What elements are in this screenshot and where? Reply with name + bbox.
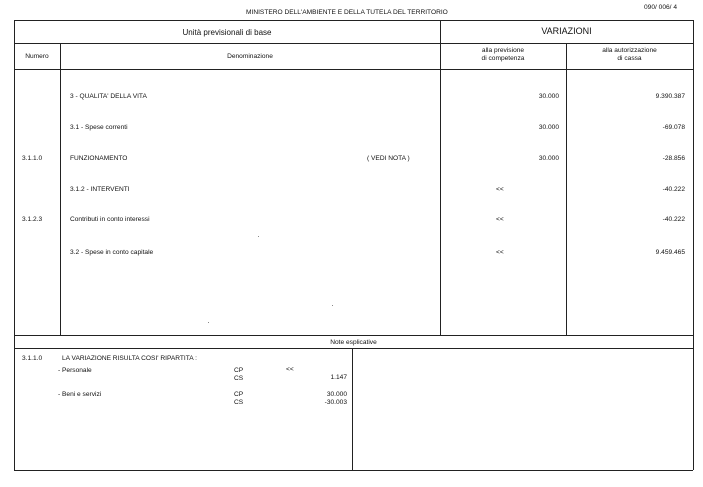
table-right-border bbox=[693, 20, 694, 470]
row-competenza: 30.000 bbox=[538, 155, 559, 162]
ministry-title: MINISTERO DELL'AMBIENTE E DELLA TUTELA DEL TERRITORIO bbox=[246, 9, 448, 16]
header-divider bbox=[14, 43, 693, 44]
upb-header: Unità previsionali di base bbox=[182, 28, 272, 37]
row-competenza: 30.000 bbox=[538, 124, 559, 131]
subheader-divider bbox=[14, 69, 693, 70]
scan-speck bbox=[258, 236, 259, 237]
numero-column-divider bbox=[60, 43, 61, 335]
notes-heading: LA VARIAZIONE RISULTA COSI' RIPARTITA : bbox=[62, 355, 197, 362]
row-denominazione: FUNZIONAMENTO bbox=[70, 155, 128, 162]
variazioni-header: VARIAZIONI bbox=[541, 26, 592, 36]
table-bottom-border bbox=[14, 470, 693, 471]
notes-cs-label: CS bbox=[234, 375, 244, 382]
variazioni-divider bbox=[440, 20, 441, 335]
denominazione-header: Denominazione bbox=[227, 53, 273, 60]
notes-cp-value: 30.000 bbox=[326, 391, 347, 398]
row-cassa: -40.222 bbox=[662, 186, 685, 193]
row-cassa: -40.222 bbox=[662, 216, 685, 223]
notes-item-label: - Personale bbox=[58, 367, 92, 374]
competenza-header-line1: alla previsione bbox=[481, 47, 525, 54]
body-bottom-border bbox=[14, 335, 693, 336]
row-cassa: 9.459.465 bbox=[655, 249, 685, 256]
page-code: 090/ 006/ 4 bbox=[644, 4, 677, 11]
numero-header: Numero bbox=[25, 53, 49, 60]
row-cassa: -69.078 bbox=[662, 124, 685, 131]
notes-cp-value: << bbox=[286, 366, 294, 373]
row-competenza: 30.000 bbox=[538, 93, 559, 100]
notes-split-divider bbox=[352, 348, 353, 470]
scan-speck bbox=[332, 305, 333, 306]
row-competenza: << bbox=[496, 216, 504, 223]
row-cassa: -28.856 bbox=[662, 155, 685, 162]
row-denominazione: 3.1 - Spese correnti bbox=[70, 124, 128, 131]
scan-speck bbox=[208, 322, 209, 323]
row-denominazione: 3.1.2 - INTERVENTI bbox=[70, 186, 130, 193]
row-competenza: << bbox=[496, 186, 504, 193]
notes-cp-label: CP bbox=[234, 367, 244, 374]
notes-cs-value: -30.003 bbox=[324, 399, 347, 406]
notes-title-divider bbox=[14, 348, 693, 349]
notes-cs-value: 1.147 bbox=[330, 374, 347, 381]
notes-cp-label: CP bbox=[234, 391, 244, 398]
notes-cs-label: CS bbox=[234, 399, 244, 406]
row-denominazione: 3.2 - Spese in conto capitale bbox=[70, 249, 154, 256]
table-left-border bbox=[14, 20, 15, 470]
cassa-header-line2: di cassa bbox=[617, 55, 642, 62]
row-denominazione: 3 - QUALITA' DELLA VITA bbox=[70, 93, 147, 100]
cassa-header-line1: alla autorizzazione bbox=[602, 47, 657, 54]
notes-title: Note esplicative bbox=[330, 339, 377, 346]
row-competenza: << bbox=[496, 249, 504, 256]
row-numero: 3.1.2.3 bbox=[22, 216, 43, 223]
row-numero: 3.1.1.0 bbox=[22, 155, 43, 162]
notes-item-label: - Beni e servizi bbox=[58, 391, 102, 398]
competenza-header-line2: di competenza bbox=[481, 55, 525, 62]
row-nota: ( VEDI NOTA ) bbox=[367, 155, 410, 162]
table-top-border bbox=[14, 20, 693, 21]
row-cassa: 9.390.387 bbox=[655, 93, 685, 100]
notes-code: 3.1.1.0 bbox=[22, 355, 43, 362]
row-denominazione: Contributi in conto interessi bbox=[70, 216, 150, 223]
cassa-column-divider bbox=[566, 43, 567, 335]
